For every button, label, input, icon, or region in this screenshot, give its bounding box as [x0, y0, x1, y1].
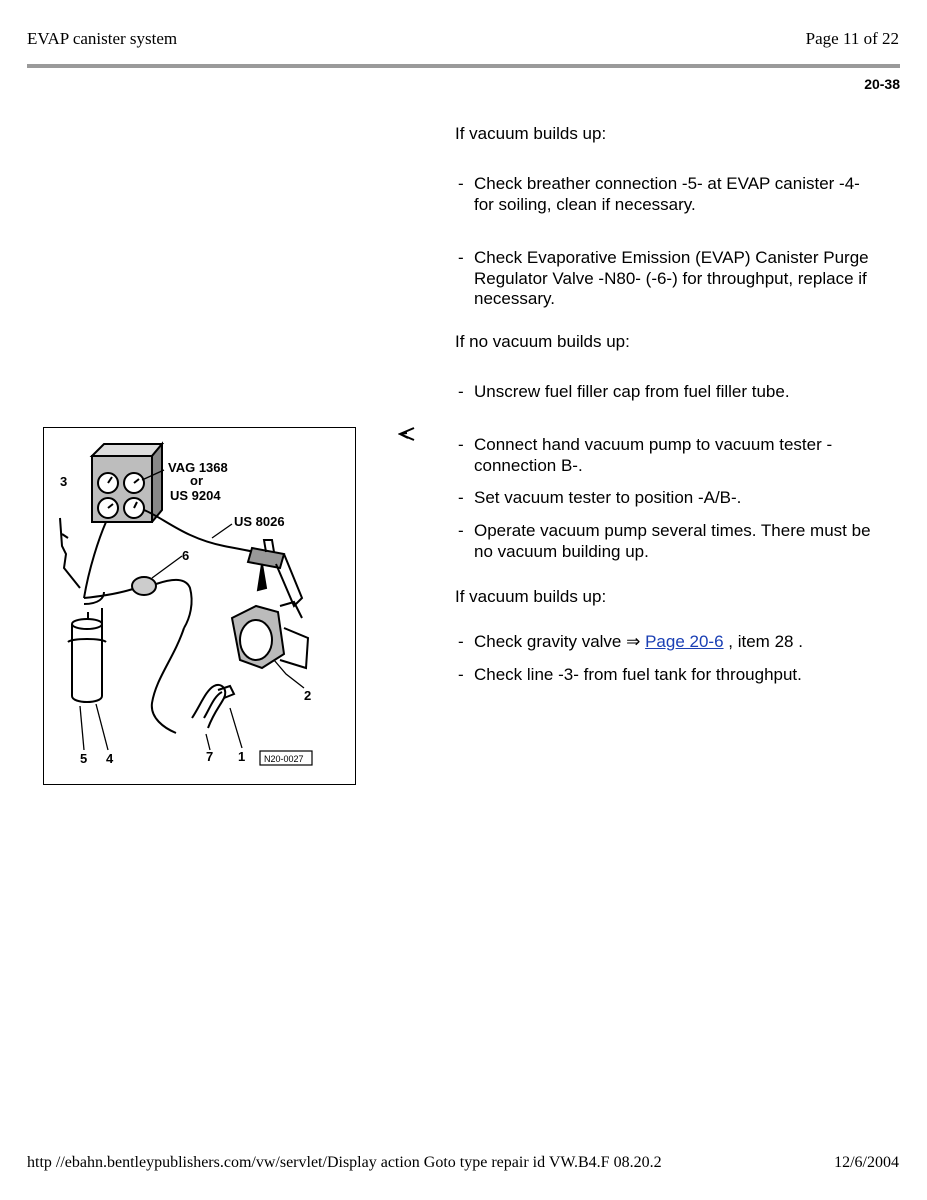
throttle-body-drawing — [232, 602, 308, 668]
step-check-gravity-valve — [458, 632, 883, 653]
figure-code: N20-0027 — [264, 754, 304, 764]
step-dash: - — [458, 665, 464, 684]
page-20-6-link[interactable]: Page 20-6 — [645, 632, 724, 651]
step-dash: - — [458, 435, 464, 454]
step-text-post: , item 28 . — [728, 632, 803, 651]
step-text: Unscrew fuel filler cap from fuel filler tube. — [474, 382, 790, 401]
step-check-line — [458, 665, 883, 686]
condition-no-vacuum: If no vacuum builds up: — [455, 332, 630, 351]
evap-canister-drawing — [68, 592, 106, 702]
footer-date: 12/6/2004 — [834, 1154, 899, 1171]
step-dash: - — [458, 521, 464, 540]
breather-line-drawing — [60, 518, 80, 588]
label-item-6: 6 — [182, 548, 190, 563]
step-connect-pump — [458, 435, 883, 476]
page-indicator: Page 11 of 22 — [805, 29, 899, 48]
step-text: Check line -3- from fuel tank for throughput. — [474, 665, 802, 684]
document-title: EVAP canister system — [27, 29, 178, 48]
hose-drawing — [192, 685, 234, 728]
label-vag-1368: VAG 1368 — [168, 460, 228, 475]
step-unscrew-cap — [458, 382, 883, 403]
step-text: Check Evaporative Emission (EVAP) Canister Purge Regulator Valve -N80- (-6-) for throughput, replace if necessary. — [474, 248, 869, 308]
step-set-tester — [458, 488, 883, 509]
evap-test-diagram — [43, 427, 356, 785]
step-check-breather — [458, 174, 883, 215]
condition-vacuum-builds-1: If vacuum builds up: — [455, 124, 607, 143]
label-item-5: 5 — [80, 751, 88, 766]
label-item-3: 3 — [60, 474, 68, 489]
label-us-9204: US 9204 — [170, 488, 221, 503]
label-item-2: 2 — [304, 688, 312, 703]
header-rule — [27, 64, 900, 68]
label-item-1: 1 — [238, 749, 246, 764]
label-item-4: 4 — [106, 751, 114, 766]
step-check-purge-valve — [458, 248, 883, 310]
step-dash: - — [458, 488, 464, 507]
footer-url: http //ebahn.bentleypublishers.com/vw/servlet/Display action Goto type repair id VW.B4.F 08.20.2 — [27, 1154, 662, 1171]
step-dash: - — [458, 382, 464, 401]
step-text-pre: Check gravity valve ⇒ — [474, 632, 641, 651]
condition-vacuum-builds-2: If vacuum builds up: — [455, 587, 607, 606]
step-dash: - — [458, 632, 464, 651]
step-text — [474, 632, 883, 653]
step-dash: - — [458, 174, 464, 193]
label-item-7: 7 — [206, 749, 214, 764]
step-text: Set vacuum tester to position -A/B-. — [474, 488, 742, 507]
label-us-8026: US 8026 — [234, 514, 285, 529]
label-or: or — [190, 473, 203, 488]
step-dash: - — [458, 248, 464, 267]
step-operate-pump — [458, 521, 883, 562]
step-text: Operate vacuum pump several times. There must be no vacuum building up. — [474, 521, 871, 561]
hand-pump-drawing — [248, 540, 302, 606]
section-page-number: 20-38 — [864, 76, 900, 92]
step-text: Check breather connection -5- at EVAP canister -4- for soiling, clean if necessary. — [474, 174, 860, 214]
step-text: Connect hand vacuum pump to vacuum tester - connection B-. — [474, 435, 833, 475]
figure-pointer-icon — [398, 425, 416, 443]
